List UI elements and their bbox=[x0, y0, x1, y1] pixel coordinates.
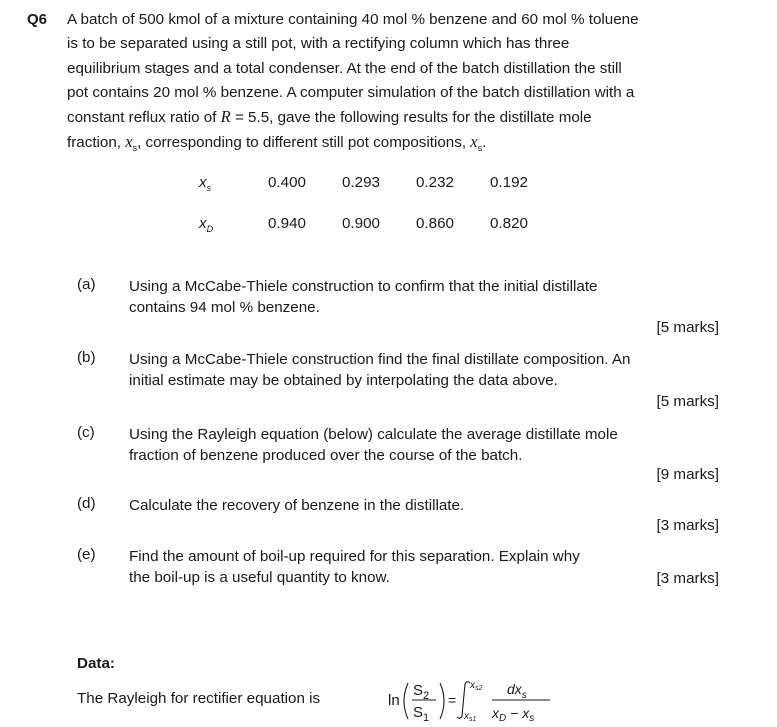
question-intro bbox=[67, 8, 727, 161]
table-row1-value: 0.400 bbox=[267, 174, 306, 191]
table-row1-label: $x_s$ bbox=[199, 174, 212, 193]
part-e-text: Find the amount of boil-up required for this separation. Explain why the boil-up is a useful quantity to know. bbox=[129, 548, 580, 586]
intro-line-6-end: . bbox=[482, 134, 487, 152]
intro-line-3: equilibrium stages and a total condenser. At the end of the batch distillation the still bbox=[67, 59, 622, 77]
data-heading: Data: bbox=[77, 655, 115, 672]
rayleigh-equation bbox=[388, 675, 568, 725]
intro-line-5-pre: constant reflux ratio of bbox=[67, 109, 221, 127]
still-pot-symbol-sub: s bbox=[477, 143, 483, 154]
eq-ln: ln bbox=[388, 692, 400, 709]
intro-line-5-post: , gave the following results for the distillate mole bbox=[269, 109, 592, 127]
part-c-text: Using the Rayleigh equation (below) calculate the average distillate mole fraction of benzene produced over the course of the batch. bbox=[129, 426, 618, 464]
eq-denominator: $S_1$ bbox=[413, 704, 430, 724]
part-e-label: (e) bbox=[77, 546, 96, 563]
part-a-marks: [5 marks] bbox=[656, 319, 719, 336]
eq-left-paren bbox=[404, 683, 408, 719]
intro-line-6 bbox=[67, 130, 727, 160]
part-b-label: (b) bbox=[77, 349, 96, 366]
eq-equals: = bbox=[448, 692, 457, 708]
table-row2-value: 0.900 bbox=[341, 215, 380, 232]
distillate-symbol: x bbox=[125, 132, 133, 152]
table-row1-value: 0.293 bbox=[341, 174, 380, 191]
part-d-label: (d) bbox=[77, 495, 96, 512]
question-number: Q6 bbox=[27, 11, 48, 28]
part-e-marks: [3 marks] bbox=[656, 570, 719, 587]
part-c-marks: [9 marks] bbox=[656, 466, 719, 483]
part-b-text: Using a McCabe-Thiele construction find the final distillate composition. An initial estimate may be obtained by interpolating the data above. bbox=[129, 351, 631, 389]
part-b-marks: [5 marks] bbox=[656, 393, 719, 410]
eq-frac-denominator: $x_D - x_s$ bbox=[492, 705, 535, 724]
intro-line-1: A batch of 500 kmol of a mixture containing 40 mol % benzene and 60 mol % toluene bbox=[67, 11, 639, 28]
table-row2-value: 0.940 bbox=[267, 215, 306, 232]
reflux-ratio-symbol: R bbox=[220, 107, 231, 127]
intro-line-6-mid: , corresponding to different still pot compositions, bbox=[137, 134, 471, 152]
table-row1-value: 0.232 bbox=[415, 174, 454, 191]
eq-integral-lower: $x_{s1}$ bbox=[464, 711, 477, 723]
part-a-text: Using a McCabe-Thiele construction to confirm that the initial distillate contains 94 mol % benzene. bbox=[129, 278, 598, 316]
eq-right-paren bbox=[440, 683, 444, 719]
intro-line-5 bbox=[67, 105, 727, 130]
table-row2-label: $x_D$ bbox=[199, 215, 214, 234]
part-d-marks: [3 marks] bbox=[656, 517, 719, 534]
part-c-label: (c) bbox=[77, 424, 95, 441]
eq-frac-numerator: $dx_s$ bbox=[507, 681, 527, 701]
table-row2-value: 0.820 bbox=[489, 215, 528, 232]
distillate-symbol-sub: s bbox=[132, 143, 138, 154]
intro-line-4: pot contains 20 mol % benzene. A computer simulation of the batch distillation with a bbox=[67, 83, 635, 101]
table-row1-value: 0.192 bbox=[489, 174, 528, 191]
reflux-ratio-value: = 5.5 bbox=[230, 109, 270, 127]
still-pot-symbol: x bbox=[470, 132, 478, 152]
eq-integral-upper: $x_{s2}$ bbox=[470, 680, 483, 692]
intro-line-6-pre: fraction, bbox=[67, 134, 126, 152]
part-d-text: Calculate the recovery of benzene in the distillate. bbox=[129, 497, 465, 514]
eq-numerator: $S_2$ bbox=[413, 682, 430, 702]
table-row2-value: 0.860 bbox=[415, 215, 454, 232]
part-a-label: (a) bbox=[77, 276, 96, 293]
intro-line-2: is to be separated using a still pot, with a rectifying column which has three bbox=[67, 35, 570, 53]
data-text: The Rayleigh for rectifier equation is bbox=[77, 690, 321, 707]
